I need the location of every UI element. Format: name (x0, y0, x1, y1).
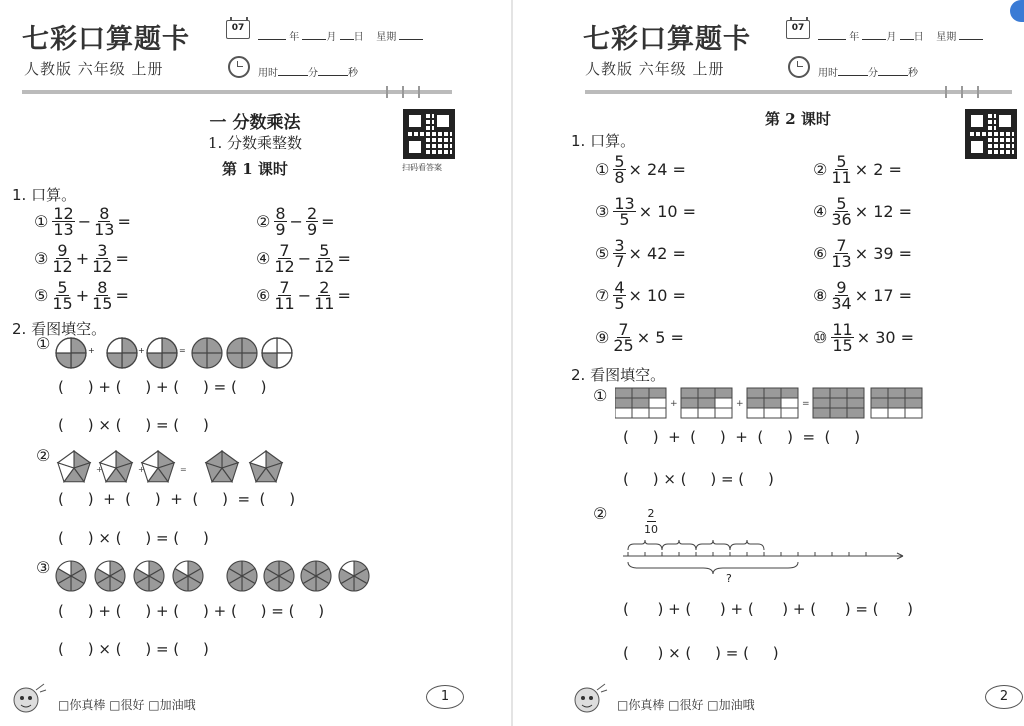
grid-cell (632, 398, 649, 408)
grid-cell (847, 408, 864, 418)
section-2-heading: 2. 看图填空。 (12, 320, 107, 338)
problem-7[interactable]: ⑦ $\frac{4}{5}$ × 10 = (595, 278, 686, 313)
problem-2[interactable]: ② $\frac{8}{9}$ − $\frac{2}{9}$ = (256, 204, 335, 239)
figure-2-pentagons (54, 446, 294, 486)
footer-rating[interactable]: □你真棒 □很好 □加油哦 (58, 698, 196, 712)
grid-cell (681, 408, 698, 418)
problem-10[interactable]: ⑩ $\frac{11}{15}$ × 30 = (813, 320, 915, 355)
clock-icon (788, 56, 810, 78)
figure-2-number: ② (36, 446, 51, 465)
grid-cell (888, 398, 905, 408)
grid-cell (747, 398, 764, 408)
notification-badge[interactable] (1010, 0, 1024, 22)
operator: = (802, 399, 810, 409)
date-line: 年 月 日 星期 (818, 28, 983, 43)
operator: + (670, 399, 678, 409)
fill-2-sum[interactable]: ( ) + ( ) + ( ) + ( ) = ( ) (623, 600, 913, 618)
figure-1-rectangles (615, 386, 935, 420)
clock-icon (228, 56, 250, 78)
grid-cell (888, 408, 905, 418)
segment-brace (730, 540, 764, 550)
figure-3-circles (54, 559, 384, 593)
brand-title: 七彩口算题卡 (22, 24, 190, 55)
operator: + (138, 465, 145, 474)
date-line: 年 月 日 星期 (258, 28, 423, 43)
grid-cell (830, 388, 847, 398)
operator: = (180, 465, 187, 474)
grid-cell (830, 408, 847, 418)
problem-6[interactable]: ⑥ $\frac{7}{13}$ × 39 = (813, 236, 913, 271)
number-line (613, 534, 913, 586)
grid-cell (632, 388, 649, 398)
time-line: 用时 分 秒 (818, 64, 918, 79)
fill-1-product[interactable]: ( ) × ( ) = ( ) (623, 470, 774, 488)
grid-cell (632, 408, 649, 418)
calendar-icon: 07 (226, 20, 250, 39)
page-number: 2 (985, 685, 1023, 709)
problem-1[interactable]: ① $\frac{12}{13}$ − $\frac{8}{13}$ = (34, 204, 131, 239)
qr-code-icon[interactable] (403, 109, 455, 159)
period-title: 第 1 课时 (222, 160, 288, 178)
page-number: 1 (426, 685, 464, 709)
worksheet-page-2 (513, 0, 1024, 726)
time-line: 用时 分 秒 (258, 64, 358, 79)
grid-cell (764, 388, 781, 398)
grid-cell (615, 408, 632, 418)
grid-cell (871, 388, 888, 398)
section-2-heading: 2. 看图填空。 (571, 366, 666, 384)
grid-cell (681, 388, 698, 398)
grid-cell (764, 398, 781, 408)
brand-title: 七彩口算题卡 (583, 24, 751, 55)
figure-1-number: ① (593, 386, 608, 405)
fill-3-product[interactable]: ( ) × ( ) = ( ) (58, 640, 209, 658)
grid-cell (888, 388, 905, 398)
figure-1-number: ① (36, 334, 51, 353)
section-1-heading: 1. 口算。 (12, 186, 77, 204)
grid-cell (649, 398, 666, 408)
grid-cell (649, 408, 666, 418)
grid-cell (871, 398, 888, 408)
grid-cell (830, 398, 847, 408)
figure-3-number: ③ (36, 558, 51, 577)
figure-2-number: ② (593, 504, 608, 523)
section-1-heading: 1. 口算。 (571, 132, 636, 150)
grid-cell (715, 398, 732, 408)
fill-1-sum[interactable]: ( ) + ( ) + ( ) = ( ) (623, 428, 861, 446)
fill-3-sum[interactable]: ( ) + ( ) + ( ) + ( ) = ( ) (58, 602, 325, 620)
segment-brace (628, 540, 662, 550)
edition-label: 人教版 六年级 上册 (24, 60, 164, 78)
qr-caption: 扫码看答案 (402, 163, 442, 172)
header-rule (585, 90, 1012, 94)
grid-cell (905, 398, 922, 408)
grid-cell (813, 398, 830, 408)
grid-cell (764, 408, 781, 418)
grid-cell (615, 388, 632, 398)
grid-cell (847, 388, 864, 398)
grid-cell (905, 388, 922, 398)
grid-cell (747, 388, 764, 398)
problem-3[interactable]: ③ $\frac{9}{12}$ + $\frac{3}{12}$ = (34, 241, 129, 276)
fill-2-product[interactable]: ( ) × ( ) = ( ) (58, 529, 209, 547)
problem-4[interactable]: ④ $\frac{5}{36}$ × 12 = (813, 194, 913, 229)
grid-cell (813, 408, 830, 418)
grid-cell (813, 388, 830, 398)
footer-rating[interactable]: □你真棒 □很好 □加油哦 (617, 698, 755, 712)
problem-1[interactable]: ① $\frac{5}{8}$ × 24 = (595, 152, 686, 187)
grid-cell (905, 408, 922, 418)
grid-cell (747, 408, 764, 418)
unit-title: 一 分数乘法 (209, 113, 301, 133)
mascot-icon (8, 680, 48, 716)
worksheet-page-1: 七彩口算题卡 07 年 月 日 星期 人教版 六年级 上册 用时 分 秒 一 分数乘法 1. 分数乘整数 第 1 课时 扫码看答案 1. 口算。 ① $\frac{12}{13}$ − $\frac{8}{13}$ = ② $\frac{8}{9}$ − $\frac{2}{9}$ = ③ $\frac{9}{12}$ + $\frac{3}{12}$ = ④ $\frac{7}{12}$ − $\frac{5}{12}$ = ⑤ $\frac{5}{15}$ + $\frac{8}{15}$ = ⑥ $\frac{7}{11}$ − $\frac{2}{11}$ = 2. 看图填空。 ① + + = ( ) + ( ) + ( ) = ( ) ( ) × ( ) = ( ) ② + + = ( ) + ( ) + ( ) = ( ) ( ) × ( ) = ( ) ③ ( ) + ( ) + ( ) + ( ) = ( ) ( ) × ( ) = ( ) □你真棒 □很好 □加油哦 1 (0, 0, 511, 726)
segment-brace (662, 540, 696, 550)
problem-8[interactable]: ⑧ $\frac{9}{34}$ × 17 = (813, 278, 913, 313)
segment-brace (696, 540, 730, 550)
grid-cell (781, 408, 798, 418)
grid-cell (698, 408, 715, 418)
grid-cell (615, 398, 632, 408)
problem-2[interactable]: ② $\frac{5}{11}$ × 2 = (813, 152, 902, 187)
question-mark: ? (726, 572, 732, 585)
mascot-icon (569, 680, 609, 716)
grid-cell (681, 398, 698, 408)
edition-label: 人教版 六年级 上册 (585, 60, 725, 78)
problem-5[interactable]: ⑤ $\frac{5}{15}$ + $\frac{8}{15}$ = (34, 278, 129, 313)
fill-2-product[interactable]: ( ) × ( ) = ( ) (623, 644, 779, 662)
grid-cell (649, 388, 666, 398)
problem-5[interactable]: ⑤ $\frac{3}{7}$ × 42 = (595, 236, 686, 271)
calendar-icon: 07 (786, 20, 810, 39)
grid-cell (781, 388, 798, 398)
grid-cell (781, 398, 798, 408)
fill-2-sum[interactable]: ( ) + ( ) + ( ) = ( ) (58, 490, 296, 508)
problem-4[interactable]: ④ $\frac{7}{12}$ − $\frac{5}{12}$ = (256, 241, 351, 276)
fill-1-sum[interactable]: ( ) + ( ) + ( ) = ( ) (58, 378, 267, 396)
lesson-title: 1. 分数乘整数 (207, 134, 303, 152)
grid-cell (698, 398, 715, 408)
period-title: 第 2 课时 (765, 110, 831, 128)
total-brace (628, 562, 798, 574)
problem-6[interactable]: ⑥ $\frac{7}{11}$ − $\frac{2}{11}$ = (256, 278, 351, 313)
grid-cell (715, 408, 732, 418)
problem-3[interactable]: ③ $\frac{13}{5}$ × 10 = (595, 194, 697, 229)
grid-cell (847, 398, 864, 408)
operator: + (736, 399, 744, 409)
fill-1-product[interactable]: ( ) × ( ) = ( ) (58, 416, 209, 434)
qr-code-icon[interactable] (965, 109, 1017, 159)
grid-cell (871, 408, 888, 418)
problem-9[interactable]: ⑨ $\frac{7}{25}$ × 5 = (595, 320, 684, 355)
grid-cell (698, 388, 715, 398)
segment-fraction: $\frac{2}{10}$ (644, 507, 658, 536)
operator: + (96, 465, 103, 474)
grid-cell (715, 388, 732, 398)
